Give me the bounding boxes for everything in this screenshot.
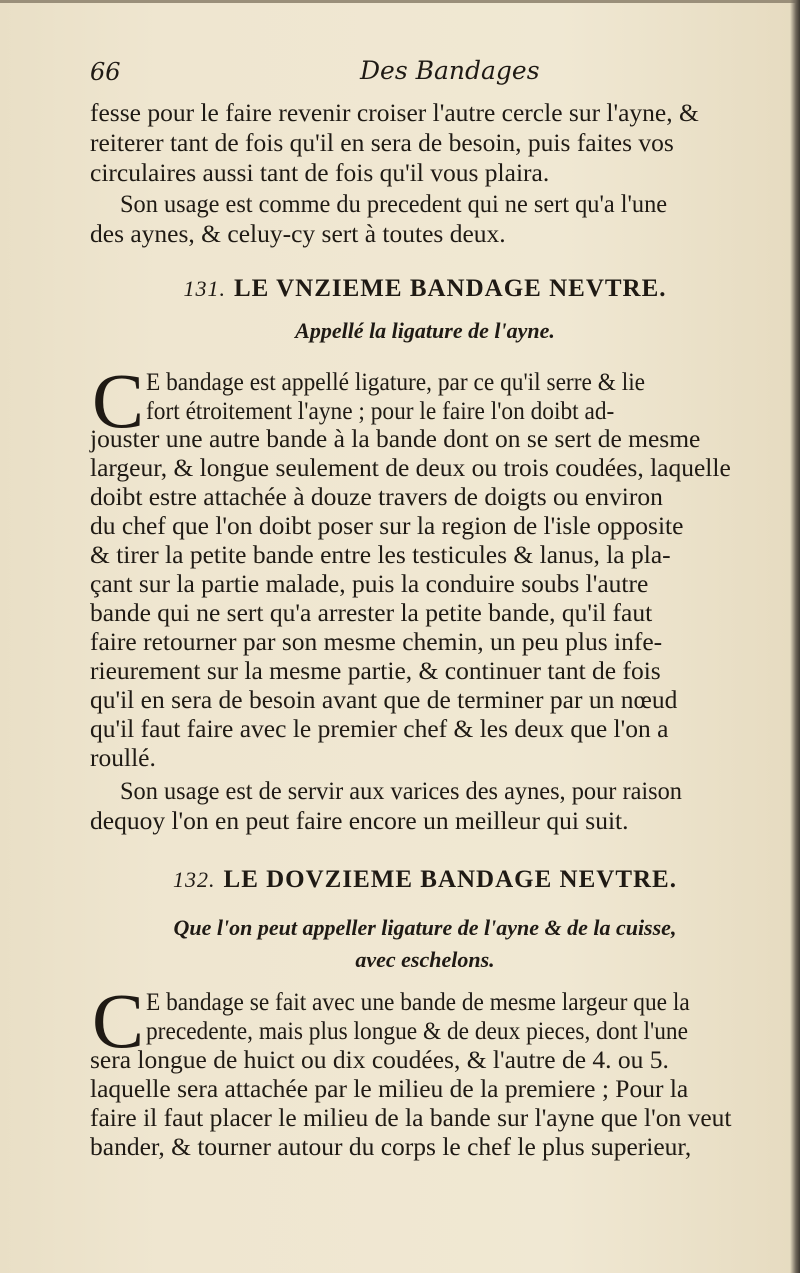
text-line: qu'il en sera de besoin avant que de terminer par un nœud <box>90 685 678 714</box>
section-heading-132 <box>90 866 760 894</box>
text-line: fort étroitement l'ayne ; pour le faire l'on doibt ad- <box>146 396 615 425</box>
text-line: bander, & tourner autour du corps le chef le plus superieur, <box>90 1132 692 1161</box>
text-line: dequoy l'on en peut faire encore un meilleur qui suit. <box>90 806 629 835</box>
page-top-edge <box>0 0 800 3</box>
text-line: reiterer tant de fois qu'il en sera de besoin, puis faites vos <box>90 128 674 157</box>
text-line: roullé. <box>90 743 156 772</box>
section-subtitle: Que l'on peut appeller ligature de l'ayne & de la cuisse, <box>173 915 677 940</box>
section-subtitle: Appellé la ligature de l'ayne. <box>295 318 555 343</box>
section-subtitle: avec eschelons. <box>355 947 495 972</box>
text-line: bande qui ne sert qu'a arrester la petite bande, qu'il faut <box>90 598 653 627</box>
text-line: des aynes, & celuy-cy sert à toutes deux. <box>90 219 506 248</box>
text-line: faire retourner par son mesme chemin, un peu plus infe- <box>90 627 663 656</box>
text-line: çant sur la partie malade, puis la conduire soubs l'autre <box>90 569 649 598</box>
page-binding-edge <box>790 0 800 1273</box>
text-line: doibt estre attachée à douze travers de doigts ou environ <box>90 482 663 511</box>
text-line: faire il faut placer le milieu de la bande sur l'ayne que l'on veut <box>90 1103 732 1132</box>
running-header <box>90 52 770 92</box>
page-number: 66 <box>90 58 121 86</box>
text-line: fesse pour le faire revenir croiser l'autre cercle sur l'ayne, & <box>90 98 699 127</box>
text-line: Son usage est comme du precedent qui ne sert qu'a l'une <box>120 189 668 218</box>
text-line: E bandage est appellé ligature, par ce qu'il serre & lie <box>146 367 646 396</box>
text-line: qu'il faut faire avec le premier chef & les deux que l'on a <box>90 714 669 743</box>
section-heading-131 <box>90 275 760 303</box>
section-number: 132. <box>173 867 216 892</box>
section-title: LE VNZIEME BANDAGE NEVTRE. <box>233 275 667 302</box>
text-line: largeur, & longue seulement de deux ou trois coudées, laquelle <box>90 453 731 482</box>
text-line: circulaires aussi tant de fois qu'il vous plaira. <box>90 158 550 187</box>
text-line: sera longue de huict ou dix coudées, & l'autre de 4. ou 5. <box>90 1045 669 1074</box>
text-line: du chef que l'on doibt poser sur la region de l'isle opposite <box>90 511 684 540</box>
section-title: LE DOVZIEME BANDAGE NEVTRE. <box>223 866 677 893</box>
drop-cap: C <box>92 357 145 444</box>
text-line: jouster une autre bande à la bande dont on se sert de mesme <box>90 424 701 453</box>
section-number: 131. <box>183 276 226 301</box>
text-line: rieurement sur la mesme partie, & continuer tant de fois <box>90 656 661 685</box>
text-line: Son usage est de servir aux varices des aynes, pour raison <box>120 776 682 805</box>
text-line: laquelle sera attachée par le milieu de la premiere ; Pour la <box>90 1074 689 1103</box>
text-line: precedente, mais plus longue & de deux pieces, dont l'une <box>146 1016 688 1045</box>
text-line: E bandage se fait avec une bande de mesme largeur que la <box>146 987 690 1016</box>
text-line: & tirer la petite bande entre les testicules & lanus, la pla- <box>90 540 671 569</box>
drop-cap: C <box>92 977 145 1064</box>
running-title: Des Bandages <box>360 56 540 85</box>
